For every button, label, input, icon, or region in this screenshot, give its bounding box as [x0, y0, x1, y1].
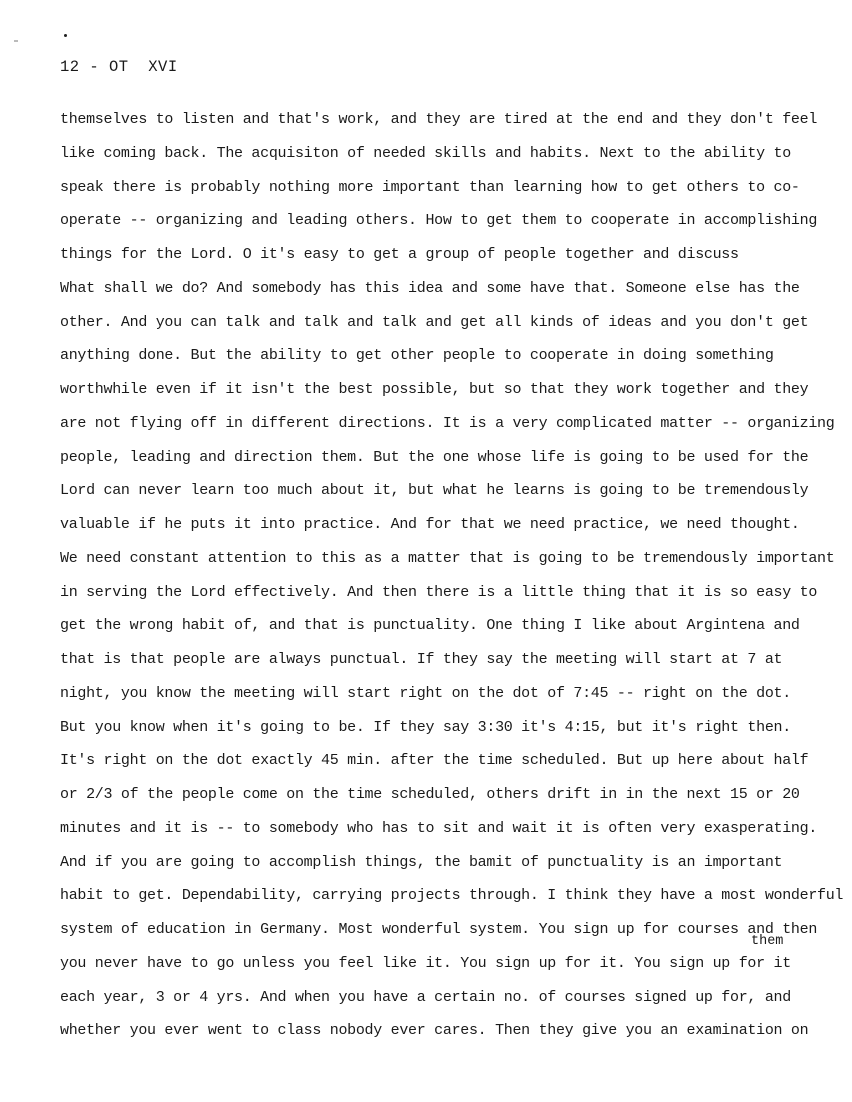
text-line: each year, 3 or 4 yrs. And when you have a certain no. of courses signed up for, and [60, 988, 791, 1006]
text-line: But you know when it's going to be. If they say 3:30 it's 4:15, but it's right then. [60, 718, 791, 736]
interlinear-insertion: them [751, 934, 784, 949]
text-line: operate -- organizing and leading others. How to get them to cooperate in accomplishing [60, 212, 818, 230]
transcript-body [60, 108, 844, 1053]
text-line: are not flying off in different directions. It is a very complicated matter -- organizing [60, 414, 835, 432]
text-line: valuable if he puts it into practice. And for that we need practice, we need thought. [60, 516, 800, 533]
text-line: night, you know the meeting will start right on the dot of 7:45 -- right on the dot. [60, 684, 791, 702]
text-line: minutes and it is -- to somebody who has to sit and wait it is often very exasperating. [60, 819, 818, 837]
text-line: you never have to go unless you feel like it. You sign up for it. You sign up for it [60, 954, 791, 972]
text-line: or 2/3 of the people come on the time scheduled, others drift in in the next 15 or 20 [60, 786, 800, 803]
text-line: anything done. But the ability to get other people to cooperate in doing something [60, 347, 774, 365]
text-line: get the wrong habit of, and that is punctuality. One thing I like about Argintena and [60, 617, 800, 635]
text-line: people, leading and direction them. But the one whose life is going to be used for the [60, 448, 809, 466]
text-line: in serving the Lord effectively. And then there is a little thing that it is so easy to [60, 583, 818, 601]
ink-speck [64, 34, 67, 37]
text-line: other. And you can talk and talk and talk and get all kinds of ideas and you don't get [60, 313, 809, 331]
text-line: that is that people are always punctual. If they say the meeting will start at 7 at [60, 651, 783, 668]
text-line: themselves to listen and that's work, and they are tired at the end and they don't feel [60, 111, 818, 128]
text-line: worthwhile even if it isn't the best possible, but so that they work together and they [60, 381, 809, 398]
text-line: things for the Lord. O it's easy to get a group of people together and discuss [60, 246, 739, 263]
text-line: habit to get. Dependability, carrying projects through. I think they have a most wonderful [60, 887, 844, 905]
text-line: system of education in Germany. Most wonderful system. You sign up for courses and then [60, 921, 818, 938]
text-line: We need constant attention to this as a matter that is going to be tremendously important [60, 549, 835, 567]
text-line: And if you are going to accomplish things, the bamit of punctuality is an important [60, 853, 783, 871]
text-line: like coming back. The acquisiton of needed skills and habits. Next to the ability to [60, 144, 791, 162]
text-line: speak there is probably nothing more important than learning how to get others to co- [60, 178, 800, 196]
text-line: whether you ever went to class nobody ever cares. Then they give you an examination on [60, 1022, 809, 1040]
scan-edge-mark [14, 40, 18, 42]
text-line: Lord can never learn too much about it, but what he learns is going to be tremendously [60, 482, 809, 500]
page-header: 12 - OT XVI [60, 58, 178, 76]
text-line: What shall we do? And somebody has this idea and some have that. Someone else has the [60, 279, 800, 297]
text-line: It's right on the dot exactly 45 min. after the time scheduled. But up here about half [60, 752, 809, 770]
